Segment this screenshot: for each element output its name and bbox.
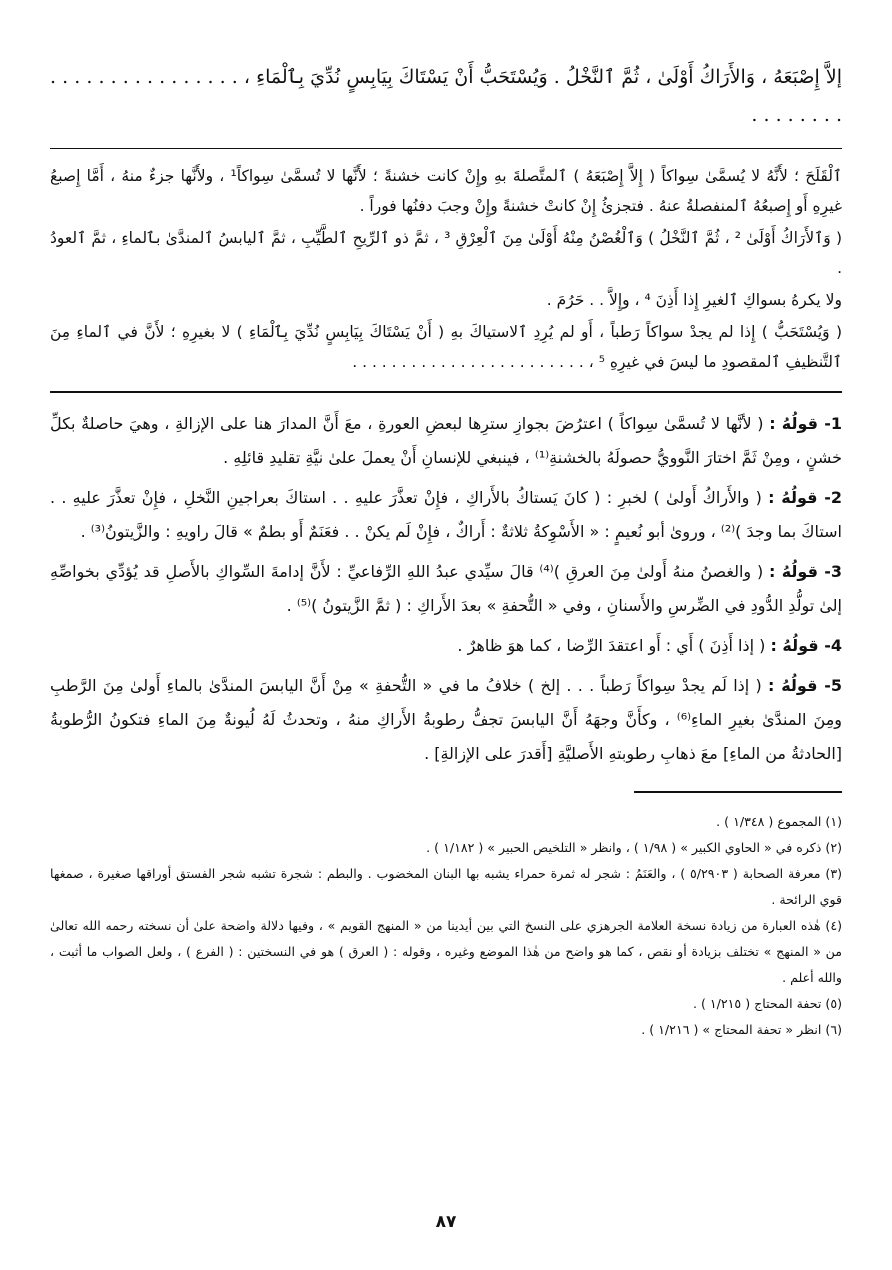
footnote: (٢) ذكره في « الحاوي الكبير » ( ١/٩٨ ) ، وانظر « التلخيص الحبير » ( ١/١٨٢ ) . xyxy=(426,840,842,855)
footnote: (٤) هٰذه العبارة من زيادة نسخة العلامة الجرهزي على النسخ التي بين أيدينا من « المنهج القويم » ، وفيها دلالة واضحة علىٰ أن نسخته رحمه الله تعالىٰ من « المنهج » تختلف بزيادة أو نقص ، كما هو واضح من هٰذا الموضع وغيره ، وقوله : ( العرق ) هو في النسختين : ( الفرع ) ، ولعل الصواب ما أثبت ، والله أعلم . xyxy=(50,918,842,985)
footnote: (٥) تحفة المحتاج ( ١/٢١٥ ) . xyxy=(692,996,842,1011)
note-label: 5- قولُهُ : xyxy=(768,676,842,695)
hashiya-note xyxy=(50,555,842,623)
sharh-section xyxy=(50,161,842,377)
matn-divider xyxy=(50,148,842,149)
note-label: 2- قولُهُ : xyxy=(768,488,842,507)
hashiya-note xyxy=(50,481,842,549)
footnote-divider xyxy=(634,791,842,793)
sharh-paragraph: ولا يكرهُ بسواكِ ٱلغيرِ إِذا أَذِنَ ⁴ ، وإِلاَّ . . حَرُمَ . xyxy=(546,291,842,309)
note-label: 3- قولُهُ : xyxy=(769,562,843,581)
hashiya-section xyxy=(50,407,842,771)
page-body xyxy=(50,58,842,1240)
note-text: ( إذا لَم يجدْ سِواكاً رَطباً . . . إلخ ) خلافُ ما في « التُّحفةِ » مِنْ أَنَّ اليابسَ المندَّىٰ بالماءِ أَولىٰ مِنَ الرَّطبِ ومِنَ المندَّىٰ بغيرِ الماءِ⁽⁶⁾ ، وكأَنَّ وجهَهُ أَنَّ اليابسَ تجفُّ رطوبةُ الأَراكِ منهُ ، وتحدثُ لَهُ لُيونةٌ مِنَ الماءِ فتكونُ الرُّطوبةُ [الحادثةُ من الماءِ] معَ ذهابِ رطوبتهِ الأَصليَّةِ [أَقدرَ على الإزالةِ] . xyxy=(50,676,843,763)
note-label: 1- قولُهُ : xyxy=(769,414,842,433)
note-label: 4- قولُهُ : xyxy=(770,636,842,655)
sharh-divider xyxy=(50,391,842,393)
matn-text: إلاَّ إِصْبَعَهُ ، وَالأَرَاكُ أَوْلَىٰ ، ثُمَّ ٱلنَّخْلُ . وَيُسْتَحَبُّ أَنْ يَسْتَاكَ بِيَابِسٍ نُدِّيَ بِٱلْمَاءِ ، . . . . . . . . . . . . . . . . . . . . . . . . xyxy=(50,66,842,126)
footnote: (١) المجموع ( ١/٣٤٨ ) . xyxy=(716,814,842,829)
hashiya-note xyxy=(50,669,842,771)
hashiya-note xyxy=(50,629,842,663)
note-text: ( لأنَّها لا تُسمَّىٰ سِواكاً ) اعترُضَ بجوازِ سترِها لبعضِ العورةِ ، معَ أَنَّ المدارَ هنا على الإزالةِ ، وهيَ حاصلةٌ بكلِّ خشنٍ ، ومِنْ ثَمَّ اختارَ النَّوويُّ حصولَهُ بالخشنةِ⁽¹⁾ ، فينبغي للإنسانِ أَنْ يعملَ علىٰ نيَّةِ تقليدِ قائلِهِ . xyxy=(50,414,842,467)
note-text: ( والغصنُ منهُ أَولىٰ مِنَ العرقِ )⁽⁴⁾ قالَ سيِّدي عبدُ اللهِ الرِّفاعيِّ : لأَنَّ إدامةَ السِّواكِ بالأَصلِ قد يُؤدِّي بخواصِّهِ إلىٰ تولُّدِ الدُّودِ في الضِّرسِ والأَسنانِ ، وفي « التُّحفةِ » بعدَ الأَراكِ : ( ثمَّ الزَّيتونُ )⁽⁵⁾ . xyxy=(50,562,842,615)
footnotes-section xyxy=(50,809,842,1043)
sharh-paragraph: ٱلْقَلَحَ ؛ لأَنَّهُ لا يُسمَّىٰ سِواكاً ( إِلاَّ إِصْبَعَهُ ) ٱلمتَّصلةَ بهِ وإِنْ كانت خشنةً ؛ لأَنَّها لا تُسمَّىٰ سِواكاً¹ ، ولأَنَّها جزءٌ منهُ ، أَمَّا إِصبعُ غيرِهِ أَو إِصبعُهُ ٱلمنفصلةُ عنهُ . فتجزئُ إِنْ كانتْ خشنةً وإِنْ وجبَ دفنُها فوراً . xyxy=(50,167,842,215)
sharh-paragraph: ( وَٱلأَرَاكُ أَوْلَىٰ ² ، ثُمَّ ٱلنَّخْلُ ) وَٱلْغُصْنُ مِنْهُ أَوْلَىٰ مِنَ ٱلْعِرْقِ ³ ، ثمَّ ذو ٱلرِّيحِ ٱلطَّيِّبِ ، ثمَّ ٱليابسُ ٱلمندَّىٰ بٱلماءِ ، ثمَّ ٱلعودُ . xyxy=(50,229,842,277)
note-text: ( والأَراكُ أَولىٰ ) لخبرِ : ( كانَ يَستاكُ بالأَراكِ ، فإِنْ تعذَّرَ عليهِ . . استاكَ بعراجينِ النَّخلِ ، فإِنْ تعذَّرَ عليهِ . . استاكَ بما وجدَ )⁽²⁾ ، ورویٰ أبو نُعيمٍ : « الأَسْوِكةُ ثلاثةٌ : أَراكٌ ، فإِنْ لَم يكنْ . . فعَنَمٌ أَو بطمٌ » قالَ راويهِ : والزَّيتونُ⁽³⁾ . xyxy=(50,488,842,541)
page-number: ٨٧ xyxy=(435,1212,457,1232)
footnote: (٣) معرفة الصحابة ( ٥/٢٩٠٣ ) ، والعَنَمُ : شجر له ثمرة حمراء يشبه بها البنان المخضوب . والبطم : شجرة تشبه شجر الفستق أوراقها صغيرة ، صمغها قوي الرائحة . xyxy=(50,866,842,907)
sharh-paragraph: ( وَيُسْتَحَبُّ ) إِذا لم يجدْ سواكاً رَطباً ، أَو لم يُرِدِ ٱلاستياكَ بهِ ( أَنْ يَسْتَاكَ بِيَابِسٍ نُدِّيَ بِٱلْمَاءِ ) لا بغيرِهِ ؛ لأَنَّ في ٱلماءِ مِنَ ٱلتَّنظيفِ ٱلمقصودِ ما ليسَ في غيرِهِ ⁵ ، . . . . . . . . . . . . . . . . . . . . . . . . xyxy=(50,323,842,371)
footnote: (٦) انظر « تحفة المحتاج » ( ١/٢١٦ ) . xyxy=(641,1022,842,1037)
note-text: ( إذا أَذِنَ ) أَي : أَو اعتقدَ الرِّضا ، كما هوَ ظاهرٌ . xyxy=(457,636,766,655)
hashiya-note xyxy=(50,407,842,475)
